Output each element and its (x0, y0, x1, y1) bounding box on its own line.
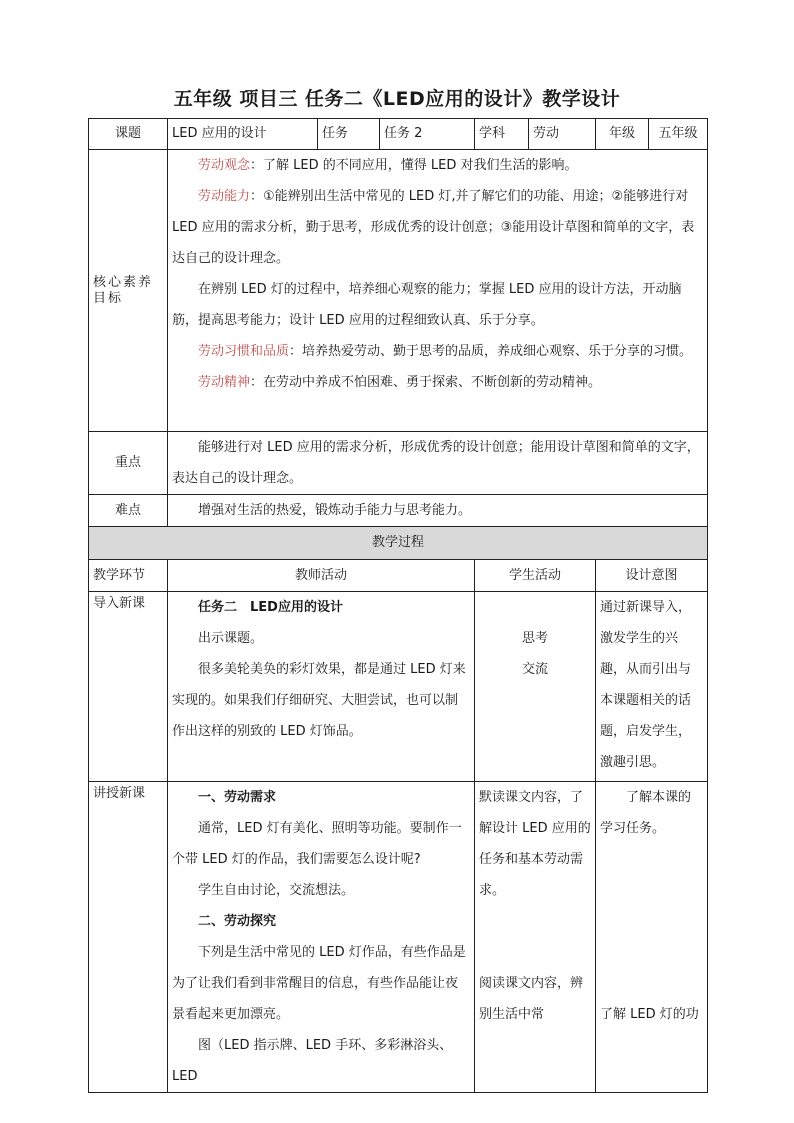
lecture-p3: 下列是生活中常见的 LED 灯作品，有些作品是为了让我们看到非常醒目的信息，有些作品能让夜景看起来更加漂亮。 (172, 945, 466, 1022)
core-literacy-label: 核心素养目标 (89, 150, 168, 432)
subject-value: 劳动 (529, 119, 596, 150)
process-heading-row (89, 527, 708, 560)
lecture-stage: 讲授新课 (89, 782, 168, 1093)
col-stage: 教学环节 (89, 560, 168, 592)
difficulty-row (89, 495, 708, 527)
intro-teacher-title: 任务二 LED应用的设计 (198, 600, 343, 615)
labor-spirit-text: ：在劳动中养成不怕困难、勇于探索、不断创新的劳动精神。 (250, 375, 602, 390)
grade-label: 年级 (596, 119, 649, 150)
grade-value: 五年级 (649, 119, 708, 150)
labor-spirit (172, 367, 703, 398)
lecture-teacher (168, 782, 475, 1093)
lecture-intent (596, 782, 708, 1093)
keypoint-cell (168, 432, 708, 495)
labor-ability-text: ：①能辨别出生活中常见的 LED 灯,并了解它们的功能、用途；②能够进行对 LED 应用的需求分析，勤于思考，形成优秀的设计创意；③能用设计草图和简单的文字，表达自己的设计理念。 (172, 189, 695, 266)
intro-teacher (168, 592, 475, 782)
labor-ability (172, 181, 703, 274)
intro-student-2: 交流 (521, 662, 548, 677)
lecture-p1: 通常，LED 灯有美化、照明等功能。要制作一个带 LED 灯的作品，我们需要怎么设计呢? (172, 821, 462, 867)
core-literacy-content (168, 150, 708, 432)
labor-concept-key: 劳动观念 (198, 158, 251, 173)
subject-label: 学科 (475, 119, 529, 150)
header-row (89, 119, 708, 150)
course-value: LED 应用的设计 (168, 119, 318, 150)
lecture-student (475, 782, 596, 1093)
lecture-p4: 图（LED 指示牌、LED 手环、多彩淋浴头、LED (172, 1038, 453, 1084)
labor-habit-key: 劳动习惯和品质 (198, 344, 290, 359)
col-teacher: 教师活动 (168, 560, 475, 592)
process-columns-row (89, 560, 708, 592)
intro-intent-cell (596, 592, 708, 782)
labor-ability-key: 劳动能力 (198, 189, 251, 204)
intro-teacher-p2: 很多美轮美奂的彩灯效果，都是通过 LED 灯来实现的。如果我们仔细研究、大胆尝试，也可以制作出这样的别致的 LED 灯饰品。 (172, 662, 466, 739)
keypoint-row (89, 432, 708, 495)
keypoint-text: 能够进行对 LED 应用的需求分析，形成优秀的设计创意；能用设计草图和简单的文字，表达自己的设计理念。 (172, 440, 700, 486)
document-title: 五年级 项目三 任务二《LED应用的设计》教学设计 (173, 88, 621, 110)
lecture-student-2: 阅读课文内容，辨别生活中常 (479, 976, 584, 1022)
labor-concept (172, 150, 703, 181)
keypoint-label: 重点 (89, 432, 168, 495)
difficulty-cell (168, 495, 708, 527)
core-literacy-row (89, 150, 708, 432)
col-intent: 设计意图 (596, 560, 708, 592)
lecture-intent-1: 了解本课的学习任务。 (600, 790, 692, 836)
labor-habit-text: ：培养热爱劳动、勤于思考的品质，养成细心观察、乐于分享的习惯。 (289, 344, 693, 359)
lecture-intent-2: 了解 LED 灯的功 (600, 1007, 699, 1022)
labor-habit (172, 336, 703, 367)
intro-row (89, 592, 708, 782)
lesson-plan-table (88, 118, 708, 1093)
difficulty-label: 难点 (89, 495, 168, 527)
process-heading: 教学过程 (89, 527, 708, 560)
lecture-p2: 学生自由讨论，交流想法。 (198, 883, 355, 898)
intro-intent: 通过新课导入，激发学生的兴趣，从而引出与本课题相关的话题，启发学生，激趣引思。 (600, 600, 692, 770)
intro-student-1: 思考 (521, 631, 548, 646)
col-student: 学生活动 (475, 560, 596, 592)
intro-student (475, 592, 596, 782)
difficulty-text: 增强对生活的热爱，锻炼动手能力与思考能力。 (198, 503, 472, 518)
task-value: 任务 2 (380, 119, 475, 150)
process-goal: 在辨别 LED 灯的过程中，培养细心观察的能力；掌握 LED 应用的设计方法，开动脑筋，提高思考能力；设计 LED 应用的过程细致认真、乐于分享。 (172, 282, 682, 328)
course-label: 课题 (89, 119, 168, 150)
lecture-h1: 一、劳动需求 (198, 790, 277, 805)
labor-concept-text: ：了解 LED 的不同应用，懂得 LED 对我们生活的影响。 (250, 158, 578, 173)
intro-stage: 导入新课 (89, 592, 168, 782)
lecture-h2: 二、劳动探究 (198, 914, 277, 929)
lecture-row (89, 782, 708, 1093)
intro-teacher-p1: 出示课题。 (198, 631, 264, 646)
lecture-student-1: 默读课文内容，了解设计 LED 应用的任务和基本劳动需求。 (479, 790, 591, 898)
task-label: 任务 (318, 119, 380, 150)
labor-spirit-key: 劳动精神 (198, 375, 251, 390)
